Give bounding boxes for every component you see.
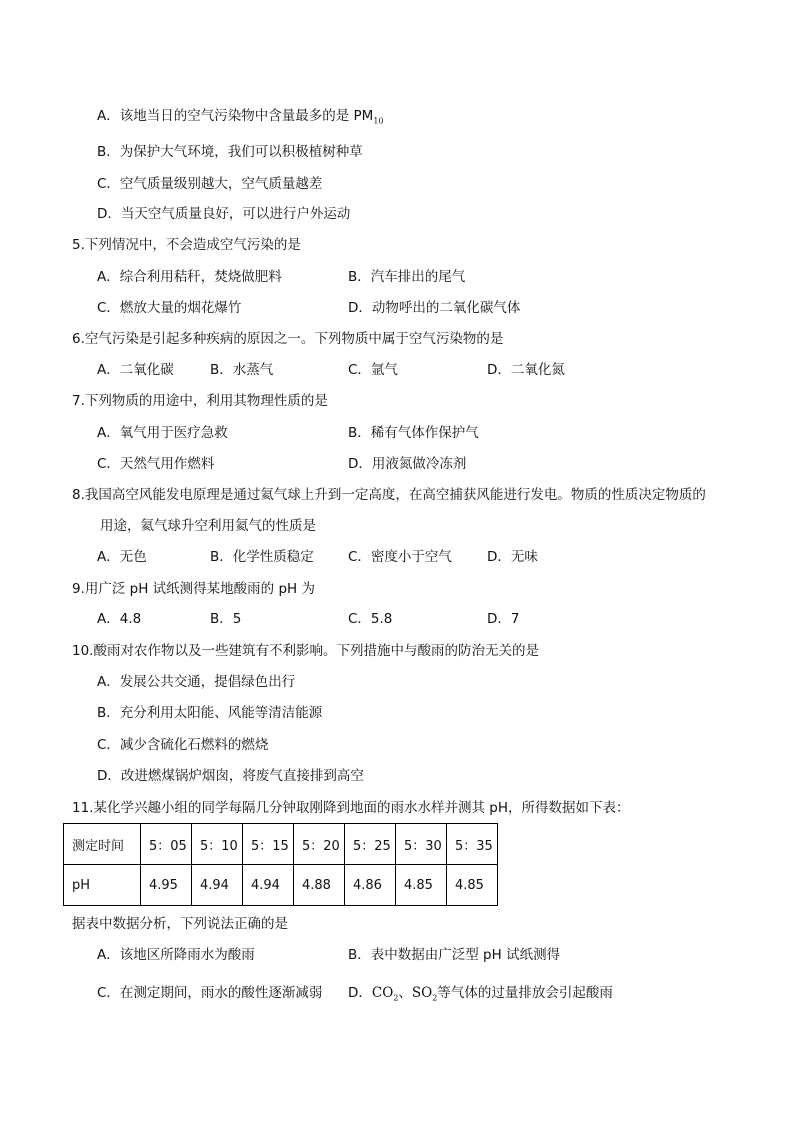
so2-subscript: 2: [432, 993, 438, 1003]
q10-stem: 10.酸雨对农作物以及一些建筑有不利影响。下列措施中与酸雨的防治无关的是: [72, 643, 539, 659]
q5-stem: 5.下列情况中，不会造成空气污染的是: [72, 237, 301, 253]
q4-option-b: B．为保护大气环境，我们可以积极植树种草: [97, 144, 363, 160]
q9-option-d: D．7: [487, 611, 520, 627]
table-row-ph: [64, 865, 498, 906]
q10-option-b: B．充分利用太阳能、风能等清洁能源: [97, 705, 323, 721]
table-cell-time: 5：20: [294, 824, 345, 865]
q4-option-a: [97, 106, 384, 126]
q4-option-a-text: A．该地当日的空气污染物中含量最多的是 PM: [97, 108, 374, 124]
q5-option-a: A．综合利用秸秆，焚烧做肥料: [97, 269, 282, 285]
q8-option-d: D．无味: [487, 549, 538, 565]
ph-data-table: [63, 823, 498, 906]
q4-option-c: C．空气质量级别越大，空气质量越差: [97, 176, 323, 192]
table-cell-ph: 4.94: [243, 865, 294, 906]
so2-formula: SO: [411, 985, 433, 1001]
q7-option-d: D．用液氮做冷冻剂: [348, 456, 467, 472]
q11-option-c: C．在测定期间，雨水的酸性逐渐减弱: [97, 985, 323, 1001]
q11-option-d-rest: 等气体的过量排放会引起酸雨: [437, 985, 613, 1001]
q5-option-d: D．动物呼出的二氧化碳气体: [348, 300, 521, 316]
table-cell-time: 5：15: [243, 824, 294, 865]
q9-stem: 9.用广泛 pH 试纸测得某地酸雨的 pH 为: [72, 581, 315, 597]
q11-option-a: A．该地区所降雨水为酸雨: [97, 947, 255, 963]
q7-option-a: A．氧气用于医疗急救: [97, 425, 228, 441]
co2-subscript: 2: [393, 993, 399, 1003]
table-row-time: [64, 824, 498, 865]
q11-stem: 11.某化学兴趣小组的同学每隔几分钟取刚降到地面的雨水水样并测其 pH，所得数据如下表：: [72, 800, 630, 816]
q8-option-c: C．密度小于空气: [348, 549, 452, 565]
table-cell-ph: 4.86: [345, 865, 396, 906]
q10-option-d: D．改进燃煤锅炉烟囱，将废气直接排到高空: [97, 768, 364, 784]
q8-stem-line2: 用途，氦气球升空利用氦气的性质是: [100, 518, 316, 534]
q7-option-b: B．稀有气体作保护气: [348, 425, 479, 441]
q8-option-b: B．化学性质稳定: [210, 549, 314, 565]
co2-formula: CO: [371, 985, 394, 1001]
pm10-subscript: 10: [373, 116, 384, 126]
table-cell-time: 5：10: [192, 824, 243, 865]
q7-stem: 7.下列物质的用途中，利用其物理性质的是: [72, 393, 328, 409]
q6-stem: 6.空气污染是引起多种疾病的原因之一。下列物质中属于空气污染物的是: [72, 331, 504, 347]
table-cell-ph: 4.88: [294, 865, 345, 906]
q9-option-c: C．5.8: [348, 611, 393, 627]
q11-option-b: B．表中数据由广泛型 pH 试纸测得: [348, 947, 561, 963]
q10-option-a: A．发展公共交通，提倡绿色出行: [97, 674, 296, 690]
q5-option-b: B．汽车排出的尾气: [348, 269, 466, 285]
table-header-ph: pH: [64, 865, 141, 906]
table-cell-time: 5：30: [396, 824, 447, 865]
table-cell-ph: 4.94: [192, 865, 243, 906]
q6-option-c: C．氩气: [348, 362, 398, 378]
table-cell-time: 5：05: [141, 824, 192, 865]
formula-separator: 、: [398, 985, 412, 1001]
q6-option-b: B．水蒸气: [210, 362, 274, 378]
table-cell-ph: 4.85: [396, 865, 447, 906]
q8-stem-line1: 8.我国高空风能发电原理是通过氦气球上升到一定高度，在高空捕获风能进行发电。物质的性质决定物质的: [72, 487, 706, 503]
q4-option-d: D．当天空气质量良好，可以进行户外运动: [97, 206, 351, 222]
q5-option-c: C．燃放大量的烟花爆竹: [97, 300, 242, 316]
q9-option-b: B．5: [210, 611, 242, 627]
q8-option-a: A．无色: [97, 549, 147, 565]
table-cell-time: 5：35: [447, 824, 498, 865]
table-cell-ph: 4.95: [141, 865, 192, 906]
q6-option-d: D．二氧化氮: [487, 362, 565, 378]
q11-option-d: [348, 983, 613, 1003]
table-cell-ph: 4.85: [447, 865, 498, 906]
table-cell-time: 5：25: [345, 824, 396, 865]
q9-option-a: A．4.8: [97, 611, 142, 627]
q10-option-c: C．减少含硫化石燃料的燃烧: [97, 737, 269, 753]
q11-option-d-prefix: D．: [348, 985, 372, 1001]
q7-option-c: C．天然气用作燃料: [97, 456, 215, 472]
q6-option-a: A．二氧化碳: [97, 362, 174, 378]
q11-after-table: 据表中数据分析，下列说法正确的是: [72, 916, 288, 932]
table-header-time: 测定时间: [64, 824, 141, 865]
